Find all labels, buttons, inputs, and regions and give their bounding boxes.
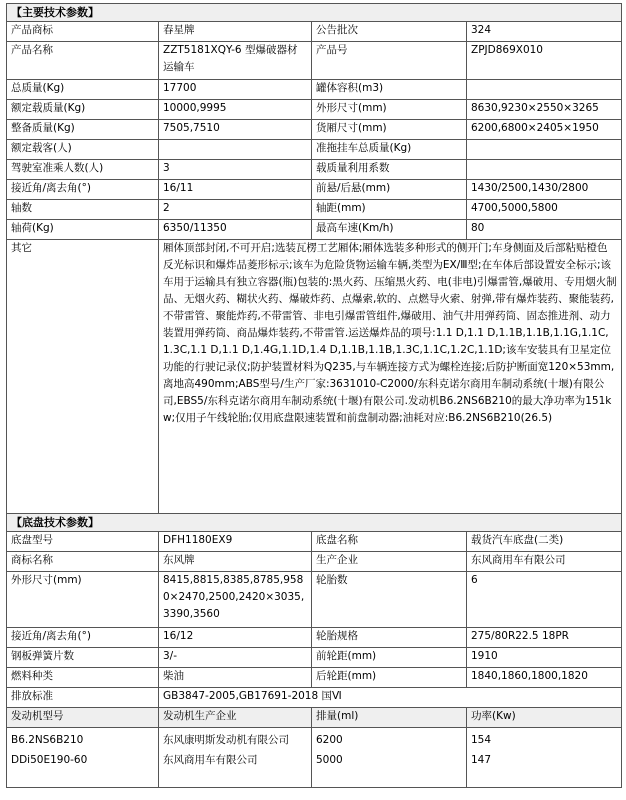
param-label: 准拖挂车总质量(Kg) (312, 140, 467, 160)
param-value (467, 80, 622, 100)
param-value: 3/- (159, 648, 312, 668)
param-value: ZPJD869X010 (467, 42, 622, 80)
param-label: 轴数 (7, 200, 159, 220)
param-label: 产品名称 (7, 42, 159, 80)
table-row (7, 22, 622, 42)
main-section-title: 【主要技术参数】 (7, 4, 622, 22)
engine-maker: 东风商用车有限公司 (163, 754, 258, 766)
param-label: 前轮距(mm) (312, 648, 467, 668)
param-value: 17700 (159, 80, 312, 100)
param-value: 2 (159, 200, 312, 220)
other-label: 其它 (7, 240, 159, 514)
param-label: 产品商标 (7, 22, 159, 42)
table-row (7, 552, 622, 572)
param-value: 8415,8815,8385,8785,9580×2470,2500,2420×3035,3390,3560 (159, 572, 312, 628)
param-label: 外形尺寸(mm) (312, 100, 467, 120)
engine-power: 147 (471, 754, 492, 766)
param-label: 接近角/离去角(°) (7, 628, 159, 648)
param-label: 商标名称 (7, 552, 159, 572)
table-row (7, 668, 622, 688)
param-value: 80 (467, 220, 622, 240)
param-label: 轮胎规格 (312, 628, 467, 648)
engine-model: DDi50E190-60 (11, 754, 88, 766)
param-value: 10000,9995 (159, 100, 312, 120)
param-value: 16/12 (159, 628, 312, 648)
param-value: 16/11 (159, 180, 312, 200)
param-value: DFH1180EX9 (159, 532, 312, 552)
engine-model-header: 发动机型号 (7, 708, 159, 728)
power-header: 功率(Kw) (467, 708, 622, 728)
param-label: 载质量利用系数 (312, 160, 467, 180)
param-value: 6350/11350 (159, 220, 312, 240)
table-row (7, 648, 622, 668)
param-label: 生产企业 (312, 552, 467, 572)
table-row (7, 532, 622, 552)
param-value: 6200,6800×2405×1950 (467, 120, 622, 140)
param-value (467, 140, 622, 160)
param-label: 底盘名称 (312, 532, 467, 552)
param-label: 总质量(Kg) (7, 80, 159, 100)
param-label: 底盘型号 (7, 532, 159, 552)
engine-header-row (7, 708, 622, 728)
param-value: 1430/2500,1430/2800 (467, 180, 622, 200)
param-value: 275/80R22.5 18PR (467, 628, 622, 648)
param-value: 1910 (467, 648, 622, 668)
engine-displacements (312, 728, 467, 788)
param-label: 额定载客(人) (7, 140, 159, 160)
param-value: 324 (467, 22, 622, 42)
param-label: 轴荷(Kg) (7, 220, 159, 240)
param-label: 货厢尺寸(mm) (312, 120, 467, 140)
param-label: 罐体容积(m3) (312, 80, 467, 100)
param-value: 4700,5000,5800 (467, 200, 622, 220)
engine-maker: 东风康明斯发动机有限公司 (163, 734, 289, 746)
engine-displacement: 6200 (316, 734, 343, 746)
param-value: 春星牌 (159, 22, 312, 42)
table-row (7, 220, 622, 240)
param-label: 公告批次 (312, 22, 467, 42)
param-value: 柴油 (159, 668, 312, 688)
table-row (7, 100, 622, 120)
table-row (7, 200, 622, 220)
param-label: 外形尺寸(mm) (7, 572, 159, 628)
engine-row (7, 728, 622, 788)
param-value: 6 (467, 572, 622, 628)
table-row (7, 160, 622, 180)
param-label: 轴距(mm) (312, 200, 467, 220)
param-label: 最高车速(Km/h) (312, 220, 467, 240)
chassis-section-header (7, 514, 622, 532)
table-row (7, 80, 622, 100)
param-value: 3 (159, 160, 312, 180)
table-row (7, 42, 622, 80)
table-row (7, 120, 622, 140)
engine-power: 154 (471, 734, 492, 746)
param-value (467, 160, 622, 180)
table-row (7, 628, 622, 648)
engine-displacement: 5000 (316, 754, 343, 766)
chassis-section-title: 【底盘技术参数】 (7, 514, 622, 532)
param-value: 东风牌 (159, 552, 312, 572)
param-label: 燃料种类 (7, 668, 159, 688)
table-row (7, 140, 622, 160)
param-label: 钢板弹簧片数 (7, 648, 159, 668)
param-value: 7505,7510 (159, 120, 312, 140)
param-label: 额定载质量(Kg) (7, 100, 159, 120)
param-label: 接近角/离去角(°) (7, 180, 159, 200)
engine-models (7, 728, 159, 788)
table-row (7, 572, 622, 628)
main-section-header (7, 4, 622, 22)
param-label: 产品号 (312, 42, 467, 80)
engine-powers (467, 728, 622, 788)
param-label: 轮胎数 (312, 572, 467, 628)
engine-model: B6.2NS6B210 (11, 734, 84, 746)
engine-maker-header: 发动机生产企业 (159, 708, 312, 728)
param-label: 驾驶室准乘人数(人) (7, 160, 159, 180)
spec-table (6, 3, 622, 788)
table-row (7, 180, 622, 200)
param-value: 8630,9230×2550×3265 (467, 100, 622, 120)
emission-value: GB3847-2005,GB17691-2018 国Ⅵ (159, 688, 622, 708)
param-value: ZZT5181XQY-6 型爆破器材运输车 (159, 42, 312, 80)
other-row (7, 240, 622, 514)
spec-sheet (6, 3, 621, 788)
displacement-header: 排量(ml) (312, 708, 467, 728)
emission-row (7, 688, 622, 708)
param-value: 1840,1860,1800,1820 (467, 668, 622, 688)
param-label: 前悬/后悬(mm) (312, 180, 467, 200)
param-value: 载货汽车底盘(二类) (467, 532, 622, 552)
param-label: 整备质量(Kg) (7, 120, 159, 140)
emission-label: 排放标准 (7, 688, 159, 708)
param-value (159, 140, 312, 160)
param-label: 后轮距(mm) (312, 668, 467, 688)
param-value: 东风商用车有限公司 (467, 552, 622, 572)
engine-makers (159, 728, 312, 788)
other-notes: 厢体顶部封闭,不可开启;选装瓦楞工艺厢体;厢体选装多种形式的侧开门;车身侧面及后部粘贴橙色反光标识和爆炸品菱形标示;该车为危险货物运输车辆,类型为EX/Ⅲ型;在车体后部设置安全标示;该车用于运输具有独立容器(瓶)包装的:黑火药、压缩黑火药、电(非电)引爆雷管,爆破用、专用烟火制品、无烟火药、糊状火药、爆破炸药、点爆索,软的、点燃导火索、射弹,带有爆炸装药、聚能装药,不带雷管、聚能炸药,不带雷管、非电引爆雷管组件,爆破用、油气井用弹药筒、固态推进剂、动力装置用弹药筒、商品爆炸装药,不带雷管.运送爆炸品的项号:1.1 D,1.1 D,1.1B,1.1B,1.1G,1.1C,1.3C,1.1 D,1.1 D,1.4G,1.1D,1.4 D,1.1B,1.1B,1.3C,1.1C,1.2C,1.1D;该车安装具有卫星定位功能的行驶记录仪;防护装置材料为Q235,与车辆连接方式为螺栓连接;后防护断面宽120×53mm,离地高490mm;ABS型号/生产厂家:3631010-C2000/东科克诺尔商用车制动系统(十堰)有限公司,EBS5/东科克诺尔商用车制动系统(十堰)有限公司.发动机B6.2NS6B210的最大净功率为151kw;仅用子午线轮胎;仅用底盘限速装置和前盘制动器;油耗对应:B6.2NS6B210(26.5) (159, 240, 622, 514)
